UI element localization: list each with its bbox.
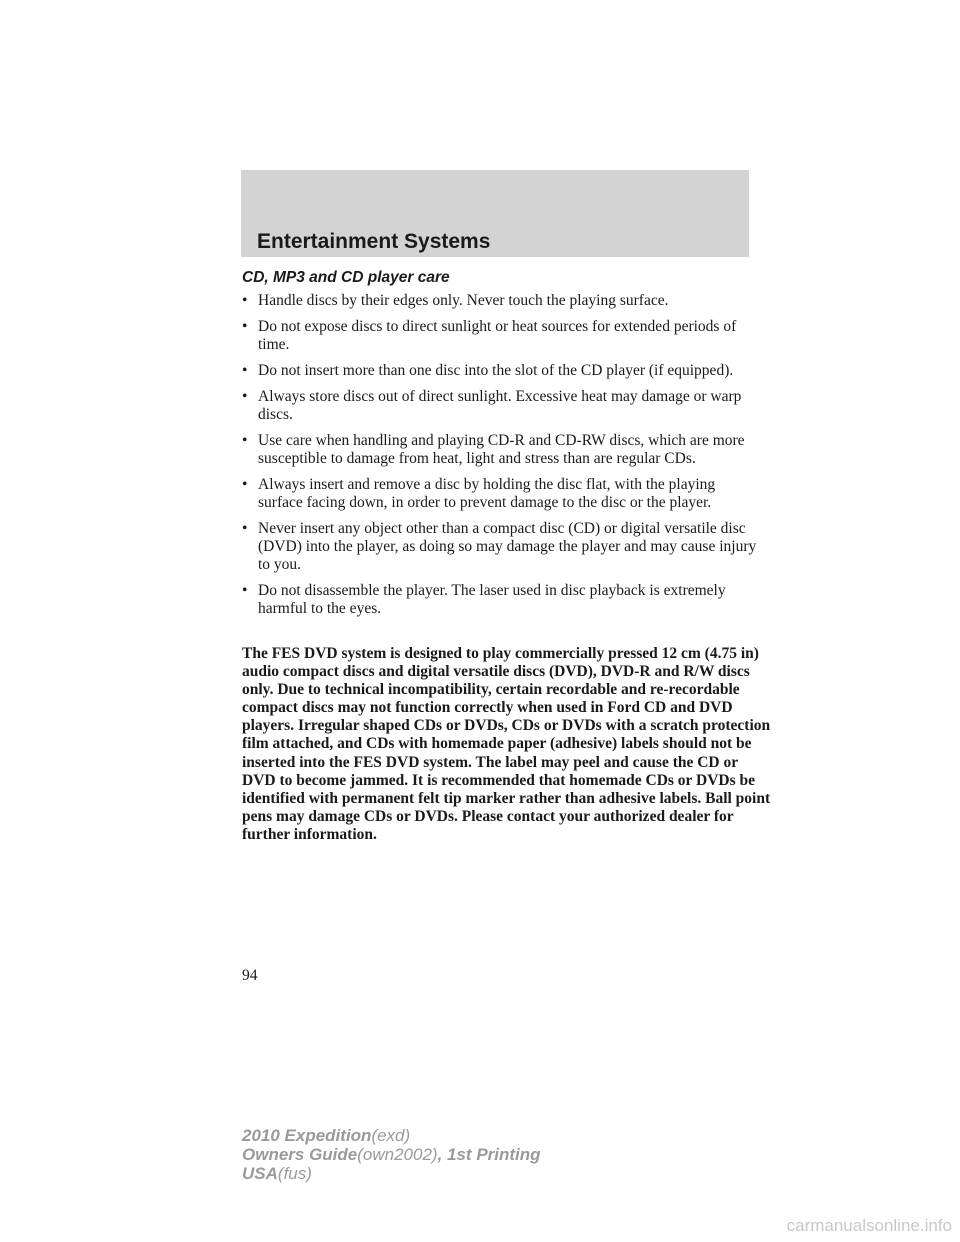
list-item: [242, 520, 762, 574]
footer-model: 2010 Expedition: [242, 1126, 372, 1145]
footer-region: USA: [242, 1164, 278, 1183]
bullet-icon: •: [242, 388, 248, 405]
bullet-text: Always insert and remove a disc by holding the disc flat, with the playing surface facing down, in order to prevent damage to the disc or the player.: [258, 476, 716, 511]
bullet-text: Use care when handling and playing CD-R and CD-RW discs, which are more susceptible to damage from heat, light and stress than are regular CDs.: [258, 432, 745, 467]
site-watermark: carmanualsonline.info: [786, 1216, 952, 1235]
list-item: [242, 292, 762, 310]
care-bullet-list: [242, 292, 762, 626]
footer-region-code: (fus): [277, 1164, 312, 1183]
bullet-text: Always store discs out of direct sunlight. Excessive heat may damage or warp discs.: [258, 388, 742, 423]
bullet-text: Never insert any object other than a compact disc (CD) or digital versatile disc (DVD) into the player, as doing so may damage the player and may cause injury to you.: [258, 520, 757, 573]
bullet-text: Do not disassemble the player. The laser used in disc playback is extremely harmful to the eyes.: [258, 582, 726, 617]
footer-guide-code: (own2002): [357, 1145, 438, 1164]
bullet-icon: •: [242, 582, 248, 599]
list-item: [242, 388, 762, 424]
footer-line-1: [242, 1126, 541, 1145]
bullet-icon: •: [242, 432, 248, 449]
page-title: Entertainment Systems: [257, 230, 491, 253]
list-item: [242, 582, 762, 618]
list-item: [242, 432, 762, 468]
bullet-text: Do not insert more than one disc into the slot of the CD player (if equipped).: [258, 362, 734, 379]
list-item: [242, 318, 762, 354]
bullet-icon: •: [242, 292, 248, 309]
footer-imprint: [242, 1126, 541, 1183]
footer-guide: Owners Guide: [242, 1145, 358, 1164]
list-item: [242, 476, 762, 512]
bullet-icon: •: [242, 520, 248, 537]
bullet-icon: •: [242, 476, 248, 493]
list-item: [242, 362, 762, 380]
section-heading: CD, MP3 and CD player care: [242, 269, 450, 286]
bullet-text: Do not expose discs to direct sunlight or heat sources for extended periods of time.: [258, 318, 737, 353]
footer-model-code: (exd): [371, 1126, 411, 1145]
bullet-icon: •: [242, 362, 248, 379]
footer-line-3: [242, 1164, 541, 1183]
dvd-compatibility-paragraph: The FES DVD system is designed to play commercially pressed 12 cm (4.75 in) audio compact discs and digital versatile discs (DVD), DVD-R and R/W discs only. Due to technical incompatibility, certain recordable and re-recordable compact discs may not function correctly when used in Ford CD and DVD players. Irregular shaped CDs or DVDs, CDs or DVDs with a scratch protection film attached, and CDs with homemade paper (adhesive) labels should not be inserted into the FES DVD system. The label may peel and cause the CD or DVD to become jammed. It is recommended that homemade CDs or DVDs be identified with permanent felt tip marker rather than adhesive labels. Ball point pens may damage CDs or DVDs. Please contact your authorized dealer for further information.: [242, 645, 771, 843]
bullet-icon: •: [242, 318, 248, 335]
bullet-text: Handle discs by their edges only. Never touch the playing surface.: [258, 292, 669, 309]
footer-printing: , 1st Printing: [437, 1145, 541, 1164]
footer-line-2: [242, 1145, 541, 1164]
page-number: 94: [242, 967, 258, 984]
